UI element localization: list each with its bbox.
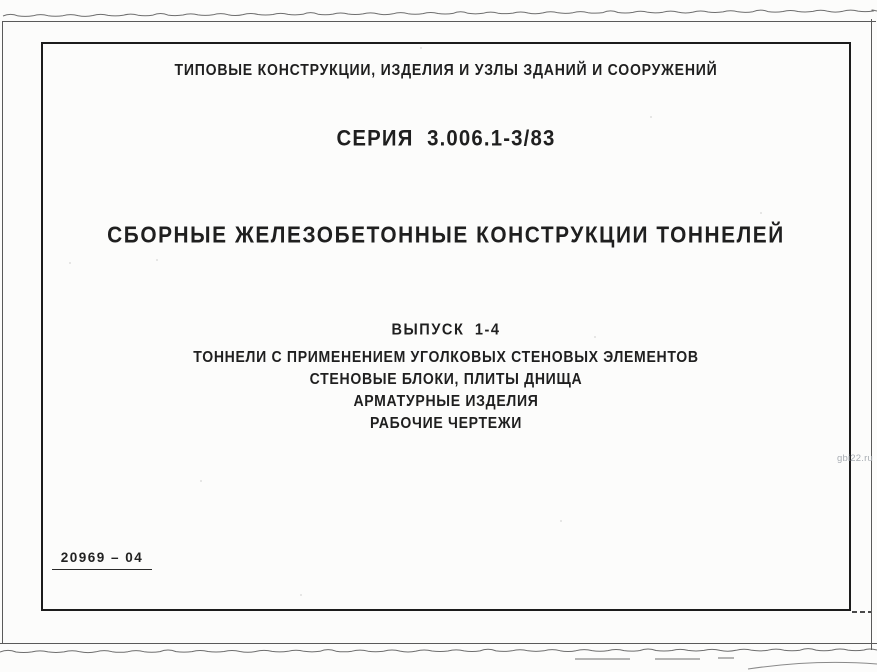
main-title: СБОРНЫЕ ЖЕЛЕЗОБЕТОННЫЕ КОНСТРУКЦИИ ТОННЕЛЕЙ	[107, 222, 785, 248]
site-watermark: gbi22.ru	[837, 453, 873, 464]
outer-border-left	[2, 21, 3, 643]
subtitle-line: РАБОЧИЕ ЧЕРТЕЖИ	[369, 415, 523, 433]
outer-border-top	[2, 21, 876, 22]
subtitle-line: ТОННЕЛИ С ПРИМЕНЕНИЕМ УГОЛКОВЫХ СТЕНОВЫХ ЭЛЕМЕНТОВ	[193, 349, 699, 367]
subtitle-line: АРМАТУРНЫЕ ИЗДЕЛИЯ	[353, 393, 539, 411]
frame-corner-overshoot	[852, 611, 871, 613]
document-header-line: ТИПОВЫЕ КОНСТРУКЦИИ, ИЗДЕЛИЯ И УЗЛЫ ЗДАНИЙ И СООРУЖЕНИЙ	[174, 62, 718, 80]
series-title: СЕРИЯ 3.006.1-3/83	[336, 126, 556, 151]
issue-number: ВЫПУСК 1-4	[391, 320, 501, 339]
outer-border-right	[871, 19, 872, 650]
outer-border-bottom	[0, 643, 877, 644]
document-number: 20969 – 04	[52, 550, 152, 570]
subtitle-line: СТЕНОВЫЕ БЛОКИ, ПЛИТЫ ДНИЩА	[309, 371, 583, 389]
